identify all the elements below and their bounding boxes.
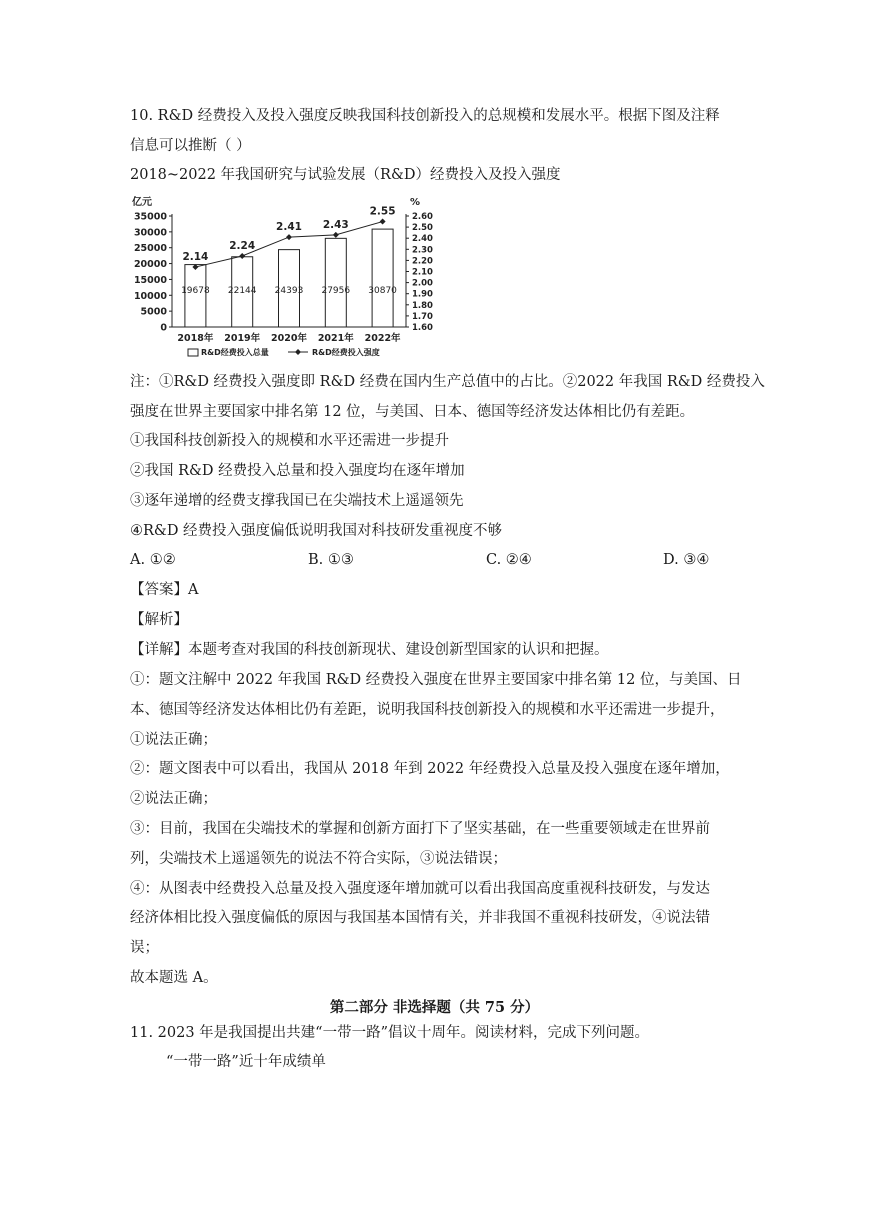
detail-line: 【详解】本题考查对我国的科技创新现状、建设创新型国家的认识和把握。 xyxy=(130,642,609,658)
bar-value-label: 19678 xyxy=(181,286,210,296)
option-a: A. ①② xyxy=(130,552,176,568)
right-tick-label: 1.80 xyxy=(412,300,433,311)
right-axis-unit: % xyxy=(410,197,421,208)
x-tick-label: 2020年 xyxy=(271,333,307,344)
intensity-point xyxy=(380,219,386,225)
question-stem-line-2: 信息可以推断（ ） xyxy=(130,138,251,154)
explanation-line: 本、德国等经济发达体相比仍有差距，说明我国科技创新投入的规模和水平还需进一步提升， xyxy=(130,702,725,718)
left-tick-label: 15000 xyxy=(133,274,167,286)
right-tick-label: 2.50 xyxy=(412,223,433,234)
bar-value-label: 27956 xyxy=(321,286,351,296)
right-tick-label: 1.60 xyxy=(412,323,433,333)
note-line-1: 注：①R&D 经费投入强度即 R&D 经费在国内生产总值中的占比。②2022 年我国 R&D 经费投入 xyxy=(130,374,765,390)
intensity-point xyxy=(286,234,292,240)
left-tick-label: 10000 xyxy=(133,290,167,302)
option-d: D. ③④ xyxy=(663,552,710,568)
explanation-line: ④：从图表中经费投入总量及投入强度逐年增加就可以看出我国高度重视科技研发，与发达 xyxy=(130,881,710,897)
question-11-stem: 11. 2023 年是我国提出共建“一带一路”倡议十周年。阅读材料，完成下列问题。 xyxy=(130,1025,650,1041)
material-subtitle: “一带一路”近十年成绩单 xyxy=(166,1054,326,1070)
explanation-line: ①：题文注解中 2022 年我国 R&D 经费投入强度在世界主要国家中排名第 12 位，与美国、日 xyxy=(130,672,742,688)
x-tick-label: 2019年 xyxy=(224,333,261,344)
intensity-value-label: 2.55 xyxy=(369,205,396,218)
intensity-value-label: 2.24 xyxy=(229,239,256,252)
legend-line-label: R&D经费投入强度 xyxy=(312,348,380,357)
rd-chart xyxy=(128,194,448,364)
chart-caption: 2018~2022 年我国研究与试验发展（R&D）经费投入及投入强度 xyxy=(130,167,561,183)
right-tick-label: 2.20 xyxy=(412,256,433,267)
part-two-heading: 第二部分 非选择题（共 75 分） xyxy=(329,999,540,1016)
explanation-line: ②：题文图表中可以看出，我国从 2018 年到 2022 年经费投入总量及投入强度在逐年增加， xyxy=(130,761,730,777)
explanation-line: 误； xyxy=(130,940,159,956)
intensity-value-label: 2.41 xyxy=(276,221,302,234)
x-tick-label: 2018年 xyxy=(177,333,214,344)
right-tick-label: 1.90 xyxy=(412,289,433,300)
bar-value-label: 22144 xyxy=(227,286,257,296)
bar xyxy=(325,238,346,327)
legend-bar-label: R&D经费投入总量 xyxy=(201,348,269,357)
left-tick-label: 5000 xyxy=(140,306,167,318)
explanation-line: ③：目前，我国在尖端技术的掌握和创新方面打下了坚实基础，在一些重要领域走在世界前 xyxy=(130,821,710,837)
analysis-title: 【解析】 xyxy=(130,612,188,628)
right-tick-label: 2.00 xyxy=(412,278,433,289)
right-tick-label: 2.10 xyxy=(412,267,433,278)
right-tick-label: 2.40 xyxy=(412,234,433,245)
left-tick-label: 30000 xyxy=(133,227,167,239)
explanation-line: ①说法正确； xyxy=(130,732,217,748)
left-tick-label: 25000 xyxy=(133,243,167,255)
question-stem-line-1: 10. R&D 经费投入及投入强度反映我国科技创新投入的总规模和发展水平。根据下图及注释 xyxy=(130,108,720,124)
right-tick-label: 2.30 xyxy=(412,245,433,256)
option-c: C. ②④ xyxy=(486,552,532,568)
bar xyxy=(372,229,393,327)
intensity-point xyxy=(333,232,339,238)
explanation-line: 经济体相比投入强度偏低的原因与我国基本国情有关，并非我国不重视科技研发，④说法错 xyxy=(130,910,710,926)
statement-4: ④R&D 经费投入强度偏低说明我国对科技研发重视度不够 xyxy=(130,523,503,539)
statement-3: ③逐年递增的经费支撑我国已在尖端技术上遥遥领先 xyxy=(130,493,464,509)
left-axis-unit: 亿元 xyxy=(132,197,152,208)
intensity-value-label: 2.14 xyxy=(182,251,209,264)
answer: 【答案】A xyxy=(130,582,199,598)
explanation-line: ②说法正确； xyxy=(130,791,217,807)
x-tick-label: 2022年 xyxy=(364,333,401,344)
legend-line-marker xyxy=(295,349,301,355)
left-tick-label: 0 xyxy=(160,322,167,334)
note-line-2: 强度在世界主要国家中排名第 12 位，与美国、日本、德国等经济发达体相比仍有差距。 xyxy=(130,404,695,420)
bar-value-label: 24393 xyxy=(274,286,304,296)
option-b: B. ①③ xyxy=(308,552,354,568)
right-tick-label: 1.70 xyxy=(412,311,433,322)
explanation-line: 故本题选 A。 xyxy=(130,970,218,986)
intensity-value-label: 2.43 xyxy=(322,218,349,231)
statement-2: ②我国 R&D 经费投入总量和投入强度均在逐年增加 xyxy=(130,463,465,479)
explanation-line: 列，尖端技术上遥遥领先的说法不符合实际，③说法错误； xyxy=(130,851,507,867)
bar-value-label: 30870 xyxy=(368,286,397,296)
left-tick-label: 20000 xyxy=(133,259,167,271)
left-tick-label: 35000 xyxy=(133,211,167,223)
x-tick-label: 2021年 xyxy=(317,333,354,344)
right-tick-label: 2.60 xyxy=(412,212,433,222)
legend-bar-swatch xyxy=(188,349,198,356)
statement-1: ①我国科技创新投入的规模和水平还需进一步提升 xyxy=(130,433,449,449)
